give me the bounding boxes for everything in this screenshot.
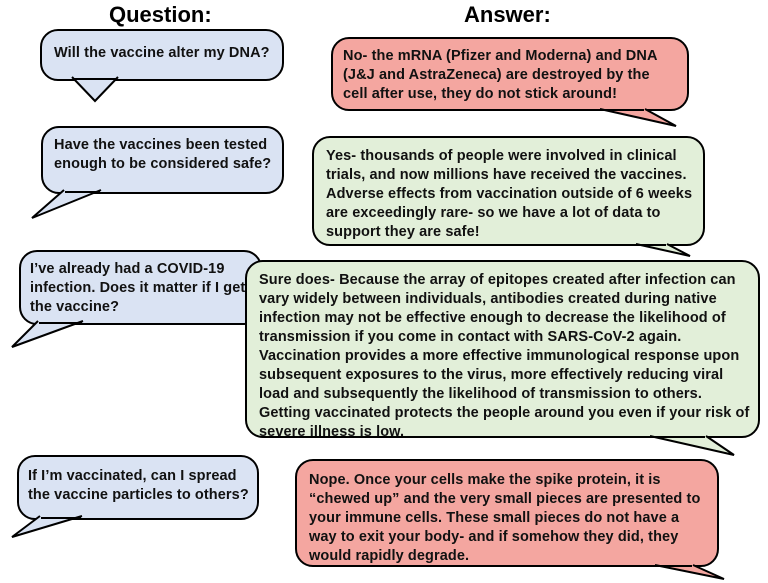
answer-text-2: Yes- thousands of people were involved in clinical trials, and now millions have received the vaccines. Adverse effects from vaccination outside of 6 weeks are exceedingly rare- so we have a lot of data to support they are safe! bbox=[326, 148, 693, 240]
question-text-4: If I’m vaccinated, can I spread the vaccine particles to others? bbox=[28, 468, 249, 503]
answer-text-3: Sure does- Because the array of epitopes created after infection can vary widely between individuals, antibodies created during native infection may not be effective enough to decrease the likelihood of transmission if you come in contact with SARS-CoV-2 again. Vaccination provides a more effective immunological response upon subsequent exposures to the virus, more effectively reducing viral load and subsequently the likelihood of transmission to others. Getting vaccinated protects the people around you even if your risk of severe illness is low. bbox=[259, 272, 750, 440]
question-text-2: Have the vaccines been tested enough to be considered safe? bbox=[54, 137, 272, 172]
answer-heading: Answer: bbox=[464, 2, 551, 27]
answer-text-1: No- the mRNA (Pfizer and Moderna) and DNA (J&J and AstraZeneca) are destroyed by the cell after use, they do not stick around! bbox=[343, 48, 657, 102]
answer-text-4: Nope. Once your cells make the spike protein, it is “chewed up” and the very small pieces are presented to your immune cells. These small pieces do not have a way to exit your body- and if somehow they did, they would rapidly degrade. bbox=[309, 472, 701, 564]
question-text-1: Will the vaccine alter my DNA? bbox=[54, 45, 270, 61]
question-text-3: I’ve already had a COVID-19 infection. Does it matter if I get the vaccine? bbox=[30, 261, 246, 315]
question-heading: Question: bbox=[109, 2, 212, 27]
